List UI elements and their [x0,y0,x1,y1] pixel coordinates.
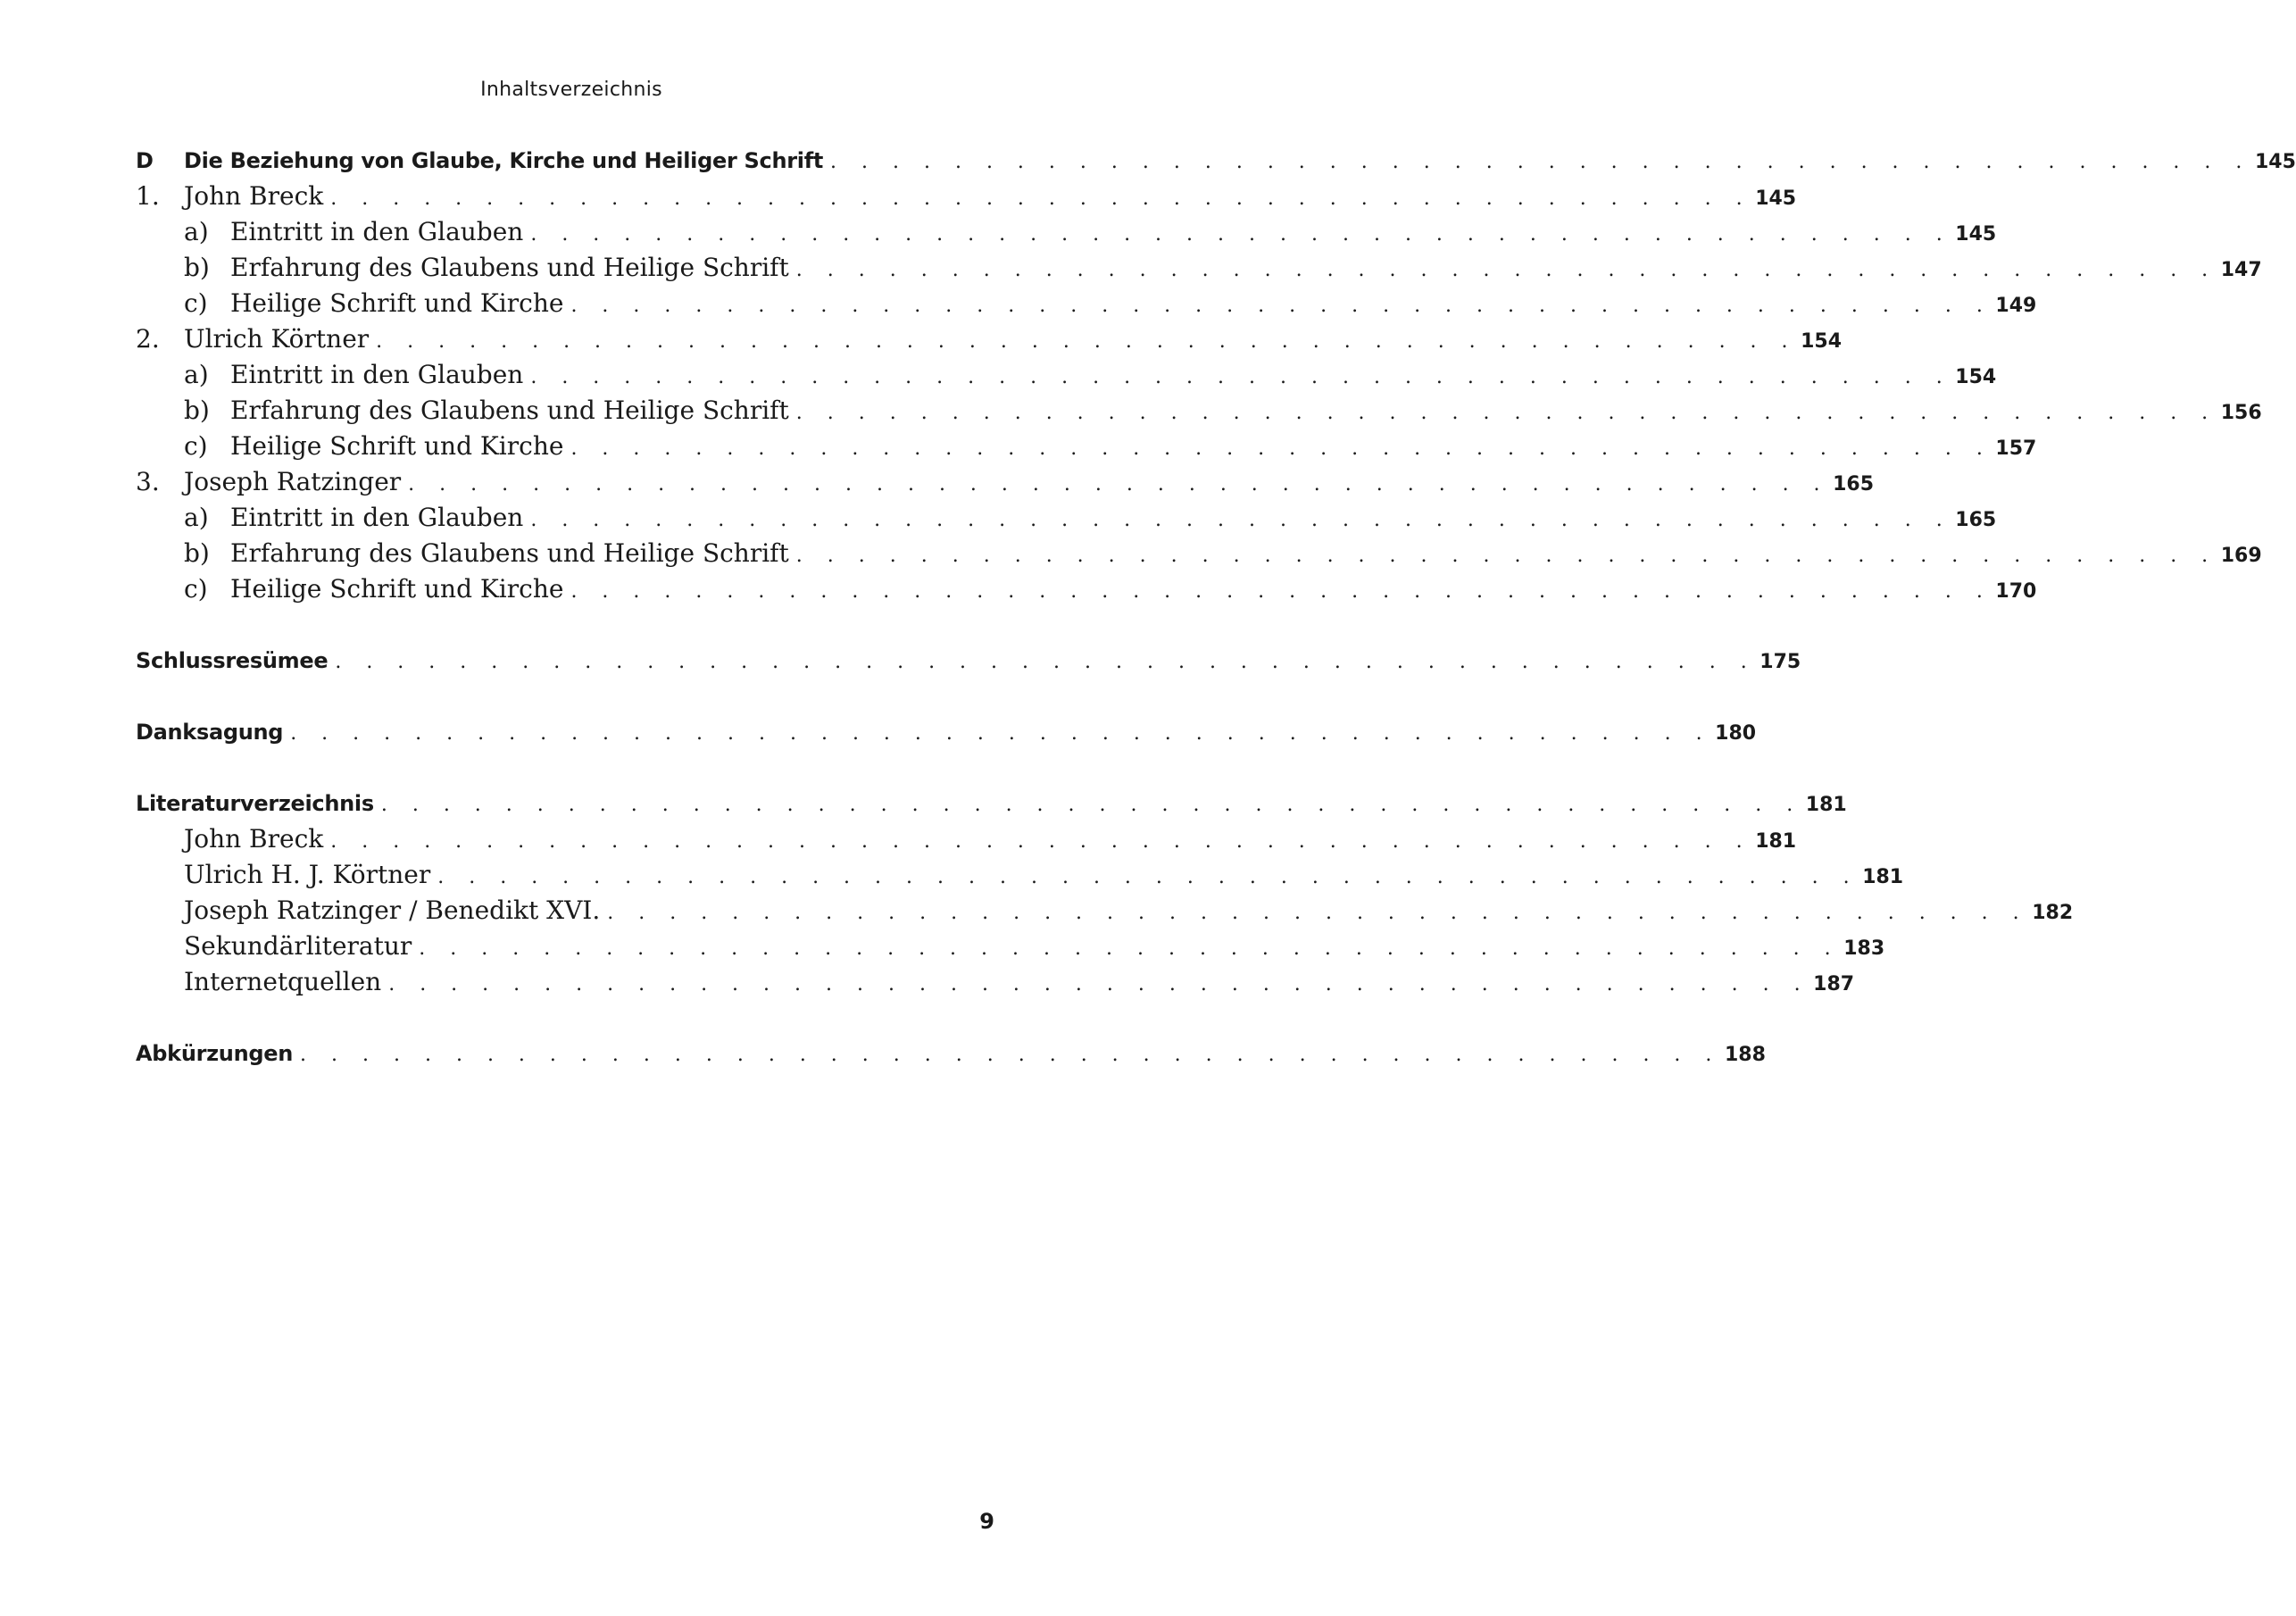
dot-leader: . . . . . . . . . . . . . . . . . . . . . . . . . . . . . . . . . . . . . . . . . . . . . . [290,722,1712,745]
dot-leader: . . . . . . . . . . . . . . . . . . . . . . . . . . . . . . . . . . . . . . . . . . . . . . [570,295,1992,317]
toc-label: Abkürzungen [136,1041,294,1066]
toc-page-number: 154 [1801,330,1843,353]
spacer [136,1000,994,1036]
toc-entry-lit-ratzinger[interactable] [136,893,2074,929]
toc-page-number: 165 [1833,473,1875,496]
toc-label: Erfahrung des Glaubens und Heilige Schrift [230,253,789,282]
dot-leader: . . . . . . . . . . . . . . . . . . . . . . . . . . . . . . . . . . . . . . . . . . . . . . [419,937,1841,960]
toc-entry-section-2a[interactable] [136,357,1997,393]
toc-label: Heilige Schrift und Kirche [230,431,564,461]
toc-label: Die Beziehung von Glaube, Kirche und Heiliger Schrift [184,148,824,173]
toc-entry-lit-koertner[interactable] [136,857,1904,893]
toc-entry-section-1c[interactable] [136,286,2037,321]
toc-label: Danksagung [136,720,284,745]
toc-entry-section-2b[interactable] [136,393,2262,429]
dot-leader: . . . . . . . . . . . . . . . . . . . . . . . . . . . . . . . . . . . . . . . . . . . . . . [437,866,1859,888]
toc-number: c) [184,574,208,604]
toc-number: 3. [136,467,160,496]
toc-label: Heilige Schrift und Kirche [230,574,564,604]
toc-number: c) [184,288,208,318]
dot-leader: . . . . . . . . . . . . . . . . . . . . . . . . . . . . . . . . . . . . . . . . . . . . . . [830,151,2251,173]
toc-page-number: 145 [1955,223,1997,246]
toc-page-number: 181 [1862,866,1904,888]
toc-page-number: 175 [1759,651,1801,673]
toc-number: a) [184,360,209,389]
toc-entry-lit-breck[interactable] [136,821,1797,857]
dot-leader: . . . . . . . . . . . . . . . . . . . . . . . . . . . . . . . . . . . . . . . . . . . . . . [570,580,1992,603]
dot-leader: . . . . . . . . . . . . . . . . . . . . . . . . . . . . . . . . . . . . . . . . . . . . . . [530,509,1952,531]
toc-entry-section-3[interactable] [136,464,1875,500]
toc-number: 2. [136,324,160,354]
toc-page-number: 182 [2032,902,2074,924]
dot-leader: . . . . . . . . . . . . . . . . . . . . . . . . . . . . . . . . . . . . . . . . . . . . . . [388,973,1810,995]
toc-number: a) [184,503,209,532]
dot-leader: . . . . . . . . . . . . . . . . . . . . . . . . . . . . . . . . . . . . . . . . . . . . . . [570,437,1992,460]
toc-number: c) [184,431,208,461]
toc-label: Internetquellen [184,967,382,996]
toc-page-number: 170 [1995,580,2037,603]
toc-entry-section-3a[interactable] [136,500,1997,536]
toc-entry-section-2c[interactable] [136,429,2037,464]
toc-label: Erfahrung des Glaubens und Heilige Schrift [230,396,789,425]
toc-entry-danksagung[interactable] [136,714,1757,750]
dot-leader: . . . . . . . . . . . . . . . . . . . . . . . . . . . . . . . . . . . . . . . . . . . . . . [408,473,1830,496]
toc-entry-section-3c[interactable] [136,571,2037,607]
toc-entry-section-3b[interactable] [136,536,2262,571]
running-head: Inhaltsverzeichnis [480,79,662,101]
dot-leader: . . . . . . . . . . . . . . . . . . . . . . . . . . . . . . . . . . . . . . . . . . . . . . [380,794,1802,816]
toc-page-number: 169 [2220,545,2262,567]
dot-leader: . . . . . . . . . . . . . . . . . . . . . . . . . . . . . . . . . . . . . . . . . . . . . . [330,187,1752,210]
toc-label: Eintritt in den Glauben [230,503,524,532]
toc-entry-lit-sekundaer[interactable] [136,929,1885,964]
toc-page-number: 149 [1995,295,2037,317]
page-number: 9 [979,1509,994,1534]
toc-entry-section-2[interactable] [136,321,1843,357]
toc-page-number: 188 [1724,1044,1766,1066]
toc-number: b) [184,538,210,568]
toc-label: Sekundärliteratur [184,931,412,961]
toc-page-number: 165 [1955,509,1997,531]
toc-label: Joseph Ratzinger [184,467,402,496]
dot-leader: . . . . . . . . . . . . . . . . . . . . . . . . . . . . . . . . . . . . . . . . . . . . . . [376,330,1798,353]
dot-leader: . . . . . . . . . . . . . . . . . . . . . . . . . . . . . . . . . . . . . . . . . . . . . . [530,223,1952,246]
toc-number: D [136,148,154,173]
toc-page-number: 181 [1805,794,1847,816]
toc-label: Ulrich Körtner [184,324,370,354]
toc-page-number: 183 [1843,937,1885,960]
toc-page-number: 145 [2254,151,2296,173]
toc-label: Erfahrung des Glaubens und Heilige Schrift [230,538,789,568]
table-of-contents [136,143,2296,1071]
toc-page-number: 157 [1995,437,2037,460]
dot-leader: . . . . . . . . . . . . . . . . . . . . . . . . . . . . . . . . . . . . . . . . . . . . . . [530,366,1952,388]
toc-label: Literaturverzeichnis [136,791,374,816]
toc-number: b) [184,253,210,282]
toc-page-number: 180 [1715,722,1757,745]
toc-entry-lit-internet[interactable] [136,964,1855,1000]
toc-page-number: 154 [1955,366,1997,388]
toc-label: Eintritt in den Glauben [230,360,524,389]
toc-label: Eintritt in den Glauben [230,217,524,246]
dot-leader: . . . . . . . . . . . . . . . . . . . . . . . . . . . . . . . . . . . . . . . . . . . . . . [335,651,1757,673]
toc-label: Joseph Ratzinger / Benedikt XVI. [184,895,601,925]
toc-label: Ulrich H. J. Körtner [184,860,431,889]
toc-entry-section-1[interactable] [136,179,1797,214]
toc-label: Schlussresümee [136,648,329,673]
dot-leader: . . . . . . . . . . . . . . . . . . . . . . . . . . . . . . . . . . . . . . . . . . . . . . [607,902,2029,924]
toc-page-number: 147 [2220,259,2262,281]
toc-page-number: 187 [1813,973,1855,995]
toc-entry-literaturverzeichnis[interactable] [136,786,1847,821]
toc-entry-chapter-d[interactable] [136,143,2296,179]
toc-number: b) [184,396,210,425]
toc-label: John Breck [184,181,324,211]
toc-entry-section-1a[interactable] [136,214,1997,250]
toc-number: 1. [136,181,160,211]
toc-entry-section-1b[interactable] [136,250,2262,286]
toc-page-number: 145 [1755,187,1797,210]
toc-label: John Breck [184,824,324,854]
dot-leader: . . . . . . . . . . . . . . . . . . . . . . . . . . . . . . . . . . . . . . . . . . . . . . [795,259,2217,281]
spacer [136,679,994,714]
dot-leader: . . . . . . . . . . . . . . . . . . . . . . . . . . . . . . . . . . . . . . . . . . . . . . [300,1044,1721,1066]
toc-label: Heilige Schrift und Kirche [230,288,564,318]
spacer [136,750,994,786]
spacer [136,607,994,643]
dot-leader: . . . . . . . . . . . . . . . . . . . . . . . . . . . . . . . . . . . . . . . . . . . . . . [795,545,2217,567]
dot-leader: . . . . . . . . . . . . . . . . . . . . . . . . . . . . . . . . . . . . . . . . . . . . . . [795,402,2217,424]
dot-leader: . . . . . . . . . . . . . . . . . . . . . . . . . . . . . . . . . . . . . . . . . . . . . . [330,830,1752,853]
toc-entry-abkuerzungen[interactable] [136,1036,1766,1071]
toc-page-number: 156 [2220,402,2262,424]
toc-number: a) [184,217,209,246]
toc-entry-schlussresuemee[interactable] [136,643,1801,679]
toc-page-number: 181 [1755,830,1797,853]
